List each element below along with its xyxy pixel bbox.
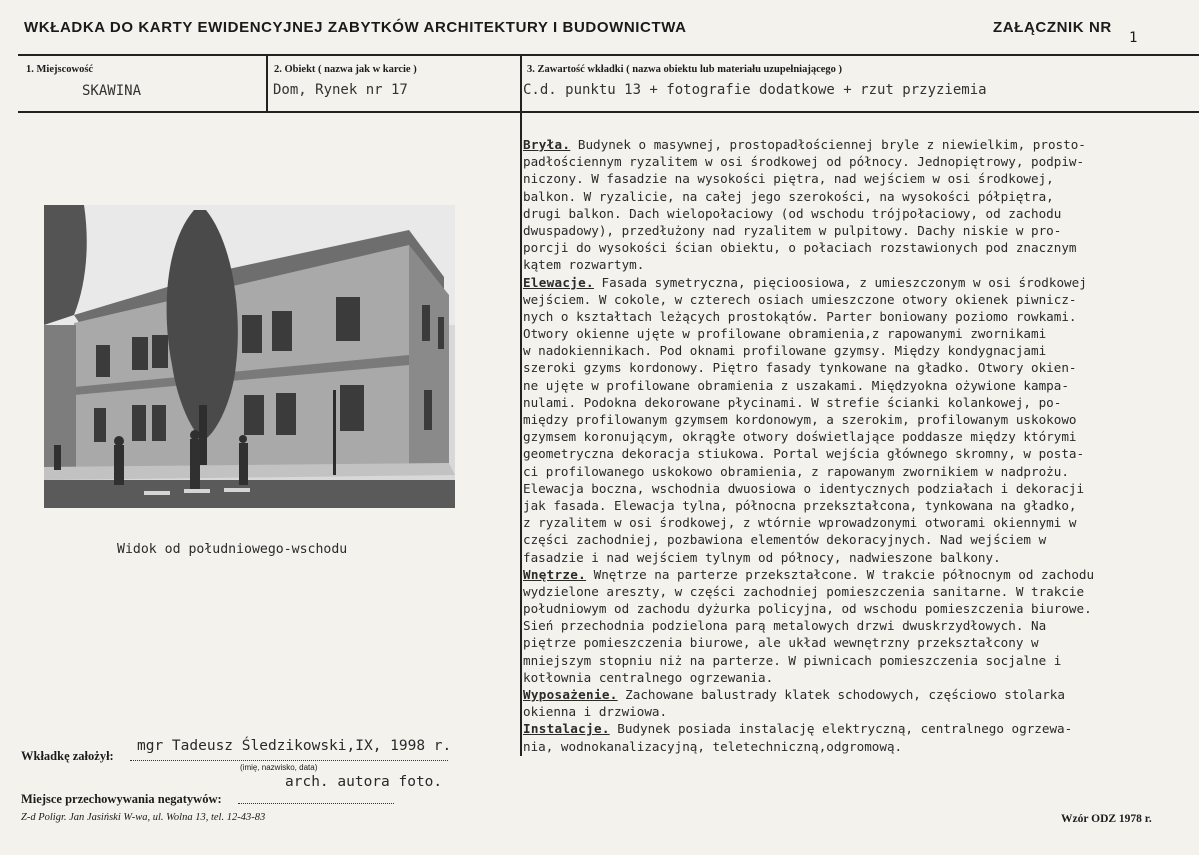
description-text: mniejszym stopniu niż na parterze. W piwnicach pomieszczenia socjalne i: [523, 652, 1062, 668]
description-line: [523, 652, 1173, 669]
header-divider-2: [520, 54, 522, 112]
description-line: [523, 256, 1173, 273]
contents-label: 3. Zawartość wkładki ( nazwa obiektu lub materiału uzupełniającego ): [527, 64, 843, 75]
description-line: [523, 738, 1173, 755]
description-line: [523, 703, 1173, 720]
description-text: z ryzalitem w osi środkowej, z wtórnie wprowadzonymi otworami okiennymi w: [523, 515, 1077, 531]
description-text: ne ujęte w profilowane obramienia z uszakami. Międzyokna ożywione kampa-: [523, 377, 1069, 393]
description-text: Budynek o masywnej, prostopadłościennej bryle z niewielkim, prosto-: [570, 137, 1086, 152]
description-text: Wnętrze na parterze przekształcone. W trakcie północnym od zachodu: [586, 566, 1095, 582]
locality-label: 1. Miejscowość: [26, 64, 94, 75]
section-heading: Elewacje.: [523, 274, 594, 290]
description-text: padłościennym ryzalitem w osi środkowej od północy. Jednopiętrowy, podpiw-: [523, 154, 1085, 170]
section-heading: Bryła.: [523, 137, 571, 152]
author-label: Wkładkę założył:: [21, 749, 114, 763]
author-dotted-line: [130, 760, 448, 761]
annex-label: ZAŁĄCZNIK NR: [993, 19, 1112, 36]
description-text: nia, wodnokanalizacyjną, teletechniczną,odgromową.: [523, 738, 903, 754]
description-text: drugi balkon. Dach wielopołaciowy (od wschodu trójpołaciowy, od zachodu: [523, 205, 1062, 221]
description-line: [523, 480, 1173, 497]
building-description: [523, 136, 1173, 755]
description-line: [523, 188, 1173, 205]
description-text: Budynek posiada instalację elektryczną, centralnego ogrzewa-: [609, 721, 1073, 737]
description-text: balkon. W ryzalicie, na całej jego szerokości, na wysokości półpiętra,: [523, 188, 1054, 204]
description-line: [523, 617, 1173, 634]
annex-number: 1: [1129, 30, 1138, 46]
object-label: 2. Obiekt ( nazwa jak w karcie ): [274, 64, 417, 75]
description-text: kątem rozwartym.: [523, 257, 645, 273]
section-heading: Instalacje.: [523, 721, 610, 737]
description-line: [523, 531, 1173, 548]
description-line: [523, 342, 1173, 359]
description-text: Sień przechodnia podzielona parą metalowych drzwi dwuskrzydłowych. Na: [523, 618, 1047, 634]
description-line: [523, 583, 1173, 600]
description-line: [523, 308, 1173, 325]
author-hint: (imię, nazwisko, data): [240, 763, 318, 772]
description-text: jak fasada. Elewacja tylna, północna przekształcona, tynkowana na gładko,: [523, 497, 1077, 513]
description-text: nulami. Podokna dekorowane płycinami. W strefie ścianki kolankowej, po-: [523, 394, 1062, 410]
description-text: nych o kształtach leżących prostokątów. Parter boniowany poziomo rowkami.: [523, 308, 1077, 324]
description-text: niczony. W fasadzie na wysokości piętra, nad wejściem w osi środkowej,: [523, 171, 1054, 187]
description-text: Zachowane balustrady klatek schodowych, częściowo stolarka: [617, 687, 1065, 702]
printer-imprint: Z-d Poligr. Jan Jasiński W-wa, ul. Wolna 13, tel. 12-43-83: [21, 812, 266, 823]
description-line: [523, 222, 1173, 239]
description-line: [523, 205, 1173, 222]
contents-value: C.d. punktu 13 + fotografie dodatkowe + rzut przyziemia: [523, 82, 987, 98]
description-line: [523, 549, 1173, 566]
description-text: okienna i drzwiowa.: [523, 704, 668, 720]
description-line: [523, 136, 1173, 153]
negatives-dotted-line: [238, 803, 394, 804]
description-text: geometryczna dekoracja stiukowa. Portal wejścia głównego skromny, w posta-: [523, 446, 1085, 462]
description-text: w nadokiennikach. Pod oknami profilowane gzymsy. Między kondygnacjami: [523, 343, 1047, 359]
description-text: porcji do wysokości ścian obiektu, o połaciach rozstawionych pod znacznym: [523, 240, 1077, 256]
description-line: [523, 720, 1173, 737]
description-text: szeroki gzyms kordonowy. Piętro fasady tynkowane na gładko. Otwory okien-: [523, 360, 1077, 376]
description-line: [523, 445, 1173, 462]
description-text: fasadzie i nad wejściem tylnym od północy, nadwieszone balkony.: [523, 549, 1001, 565]
description-line: [523, 153, 1173, 170]
description-text: ci profilowanego uskokowo obramienia, z rapowanym zwornikiem w nadprożu.: [523, 463, 1069, 479]
form-title: WKŁADKA DO KARTY EWIDENCYJNEJ ZABYTKÓW ARCHITEKTURY I BUDOWNICTWA: [24, 19, 687, 36]
negatives-label: Miejsce przechowywania negatywów:: [21, 792, 222, 806]
description-line: [523, 463, 1173, 480]
description-line: [523, 291, 1173, 308]
description-line: [523, 377, 1173, 394]
form-pattern: Wzór ODZ 1978 r.: [1061, 813, 1152, 825]
description-line: [523, 170, 1173, 187]
description-text: wejściem. W cokole, w czterech osiach umieszczone otwory okienek piwnicz-: [523, 291, 1077, 307]
description-text: dwuspadowy), przedłużony nad ryzalitem w pulpitowy. Dachy niskie w pro-: [523, 222, 1062, 238]
description-text: kotłownia centralnego ogrzewania.: [523, 669, 774, 685]
description-line: [523, 274, 1173, 291]
description-line: [523, 394, 1173, 411]
description-text: Elewacja boczna, wschodnia dwuosiowa o identycznych podziałach i dekoracji: [523, 480, 1085, 496]
description-line: [523, 239, 1173, 256]
section-heading: Wnętrze.: [523, 566, 587, 582]
description-text: piętrze pomieszczenia biurowe, ale układ wewnętrzny przekształcony w: [523, 635, 1039, 651]
description-text: między profilowanym gzymsem kordonowym, a szerokim, profilowanym uskokowo: [523, 412, 1077, 427]
object-value: Dom, Rynek nr 17: [273, 82, 408, 98]
description-text: Otwory okienne ujęte w profilowane obramienia,z rapowanymi zwornikami: [523, 326, 1047, 342]
description-line: [523, 359, 1173, 376]
description-text: części zachodniej, pozbawiona elementów dekoracyjnych. Nad wejściem w: [523, 532, 1047, 548]
description-line: [523, 669, 1173, 686]
description-line: [523, 566, 1173, 583]
building-photo: [44, 205, 455, 508]
photo-author: arch. autora foto.: [285, 774, 443, 790]
description-text: Fasada symetryczna, pięcioosiowa, z umieszczonym w osi środkowej: [593, 274, 1087, 290]
header-rule-top: [18, 54, 1199, 56]
description-text: gzymsem koronującym, okrągłe otwory doświetlające poddasze między którymi: [523, 429, 1077, 445]
description-line: [523, 686, 1173, 703]
header-rule-bottom: [18, 111, 1199, 113]
description-line: [523, 411, 1173, 428]
description-line: [523, 600, 1173, 617]
header-divider-1: [266, 54, 268, 112]
author-value: mgr Tadeusz Śledzikowski,IX, 1998 r.: [137, 738, 452, 754]
description-line: [523, 514, 1173, 531]
locality-value: SKAWINA: [82, 83, 142, 99]
description-line: [523, 325, 1173, 342]
photo-caption: Widok od południowego-wschodu: [117, 542, 348, 557]
description-line: [523, 634, 1173, 651]
description-text: południowym od zachodu dyżurka policyjna, od wschodu pomieszczenia biurowe.: [523, 601, 1092, 617]
column-divider: [520, 111, 522, 756]
description-line: [523, 428, 1173, 445]
section-heading: Wyposażenie.: [523, 687, 618, 702]
description-text: wydzielone areszty, w części zachodniej pomieszczenia sanitarne. W trakcie: [523, 583, 1085, 599]
description-line: [523, 497, 1173, 514]
